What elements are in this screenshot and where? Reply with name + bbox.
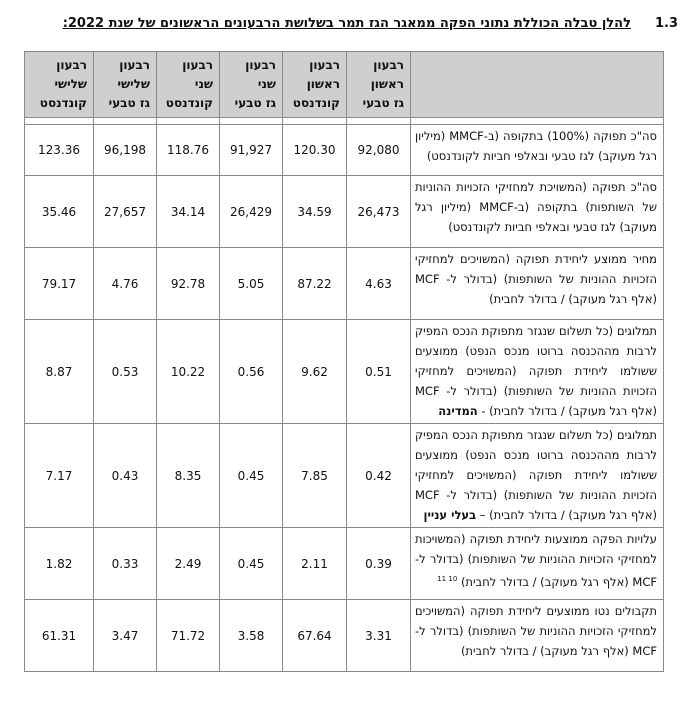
table-cell: 2.11 [283, 528, 347, 600]
table-cell: 8.87 [25, 320, 94, 424]
table-cell: 4.76 [94, 248, 157, 320]
table-row [25, 248, 664, 320]
column-header-line: קונדנסט [165, 96, 213, 110]
production-table [24, 51, 664, 672]
table-cell: 87.22 [283, 248, 347, 320]
header-label-cell [411, 52, 664, 118]
table-cell: 118.76 [157, 125, 220, 176]
table-cell: 0.45 [220, 424, 283, 528]
section-title: להלן טבלה הכוללת נתוני הפקה ממאגר הגז תמר בשלושת הרבעונים הראשונים של שנת 2022: [62, 15, 631, 31]
table-cell: 79.17 [25, 248, 94, 320]
table-cell: 7.17 [25, 424, 94, 528]
row-label: תמלוגים (כל תשלום שנגזר מתפוקת הנכס המפיק לרבות מההכנסה ברוטו מנכס הנפט) ממוצעים ששולמו ליחידת תפוקה (המשויכים למחזיקי הזכויות ההוניות של השותפות) (בדולר ל- MCF (אלף רגל מעוקב) / בדולר לחבית) - המדינה [411, 320, 664, 424]
column-header [25, 52, 94, 118]
table-cell: 67.64 [283, 600, 347, 672]
section-number: 1.3 [654, 15, 678, 31]
table-cell: 0.39 [347, 528, 411, 600]
row-label: עלויות הפקה ממוצעות ליחידת תפוקה (המשויכות למחזיקי הזכויות ההוניות של השותפות) (בדולר ל- MCF (אלף רגל מעוקב) / בדולר לחבית) $^{10 11}$ [411, 528, 664, 600]
column-header-line: שלישי [117, 77, 150, 91]
column-header-line: גז טבעי [234, 96, 276, 110]
table-cell: 120.30 [283, 125, 347, 176]
table-row [25, 600, 664, 672]
column-header-line: רבעון [119, 58, 150, 72]
table-cell: 5.05 [220, 248, 283, 320]
table-cell: 9.62 [283, 320, 347, 424]
column-header [283, 52, 347, 118]
section-heading [18, 12, 678, 34]
table-cell: 91,927 [220, 125, 283, 176]
table-cell: 2.49 [157, 528, 220, 600]
table-cell: 0.51 [347, 320, 411, 424]
table-row [25, 125, 664, 176]
table-row [25, 176, 664, 248]
column-header [347, 52, 411, 118]
table-row [25, 424, 664, 528]
column-header-line: גז טבעי [108, 96, 150, 110]
table-cell: 71.72 [157, 600, 220, 672]
table-cell: 8.35 [157, 424, 220, 528]
row-label-emphasis: בעלי עניין [423, 508, 477, 522]
row-label-emphasis: המדינה [438, 404, 478, 418]
table-cell: 0.45 [220, 528, 283, 600]
table-cell: 61.31 [25, 600, 94, 672]
column-header-line: רבעון [373, 58, 404, 72]
column-header-line: רבעון [309, 58, 340, 72]
table-cell: 0.43 [94, 424, 157, 528]
table-cell: 34.59 [283, 176, 347, 248]
column-header [157, 52, 220, 118]
table-header-row [25, 52, 664, 118]
column-header-line: ראשון [306, 77, 340, 91]
column-header-line: שני [194, 77, 213, 91]
table-cell: 3.58 [220, 600, 283, 672]
column-header-line: שלישי [54, 77, 87, 91]
table-cell: 3.31 [347, 600, 411, 672]
column-header-line: ראשון [370, 77, 404, 91]
row-label: סה"כ תפוקה (100%) בתקופה (ב-MMCF (מיליון רגל מעוקב) לגז טבעי ובאלפי חביות לקונדנסט) [411, 125, 664, 176]
table-cell: 27,657 [94, 176, 157, 248]
table-cell: 96,198 [94, 125, 157, 176]
table-cell: 123.36 [25, 125, 94, 176]
table-cell: 35.46 [25, 176, 94, 248]
column-header [220, 52, 283, 118]
row-label: תמלוגים (כל תשלום שנגזר מתפוקת הנכס המפיק לרבות מההכנסה ברוטו מנכס הנפט) ממוצעים ששולמו ליחידת תפוקה (המשויכים למחזיקי הזכויות ההוניות של השותפות) (בדולר ל- MCF (אלף רגל מעוקב) / בדולר לחבית) – בעלי עניין [411, 424, 664, 528]
table-cell: 4.63 [347, 248, 411, 320]
column-header-line: רבעון [245, 58, 276, 72]
table-cell: 26,473 [347, 176, 411, 248]
table-cell: 0.53 [94, 320, 157, 424]
table-cell: 1.82 [25, 528, 94, 600]
table-cell: 3.47 [94, 600, 157, 672]
row-label: מחיר ממוצע ליחידת תפוקה (המשויכים למחזיקי הזכויות ההוניות של השותפות) (בדולר ל- MCF (אלף רגל מעוקב) / בדולר לחבית) [411, 248, 664, 320]
row-label: סה"כ תפוקה (המשויכת למחזיקי הזכויות ההוניות של השותפות) בתקופה (ב-MMCF (מיליון רגל מעוקב) לגז טבעי ובאלפי חביות לקונדנסט) [411, 176, 664, 248]
table-cell: 0.42 [347, 424, 411, 528]
row-label: תקבולים נטו ממוצעים ליחידת תפוקה (המשויכים למחזיקי הזכויות ההוניות של השותפות) (בדולר ל- MCF (אלף רגל מעוקב) / בדולר לחבית) [411, 600, 664, 672]
table-cell: 26,429 [220, 176, 283, 248]
table-cell: 10.22 [157, 320, 220, 424]
column-header-line: גז טבעי [362, 96, 404, 110]
table-cell: 0.56 [220, 320, 283, 424]
table-cell: 92.78 [157, 248, 220, 320]
column-header-line: רבעון [56, 58, 87, 72]
table-cell: 7.85 [283, 424, 347, 528]
table-cell: 0.33 [94, 528, 157, 600]
column-header-line: רבעון [182, 58, 213, 72]
column-header [94, 52, 157, 118]
column-header-line: קונדנסט [39, 96, 87, 110]
column-header-line: קונדנסט [292, 96, 340, 110]
table-row [25, 528, 664, 600]
table-cell: 92,080 [347, 125, 411, 176]
header-spacer [25, 118, 664, 125]
footnote-marker: 10 11 [437, 575, 458, 583]
column-header-line: שני [257, 77, 276, 91]
table-cell: 34.14 [157, 176, 220, 248]
table-row [25, 320, 664, 424]
